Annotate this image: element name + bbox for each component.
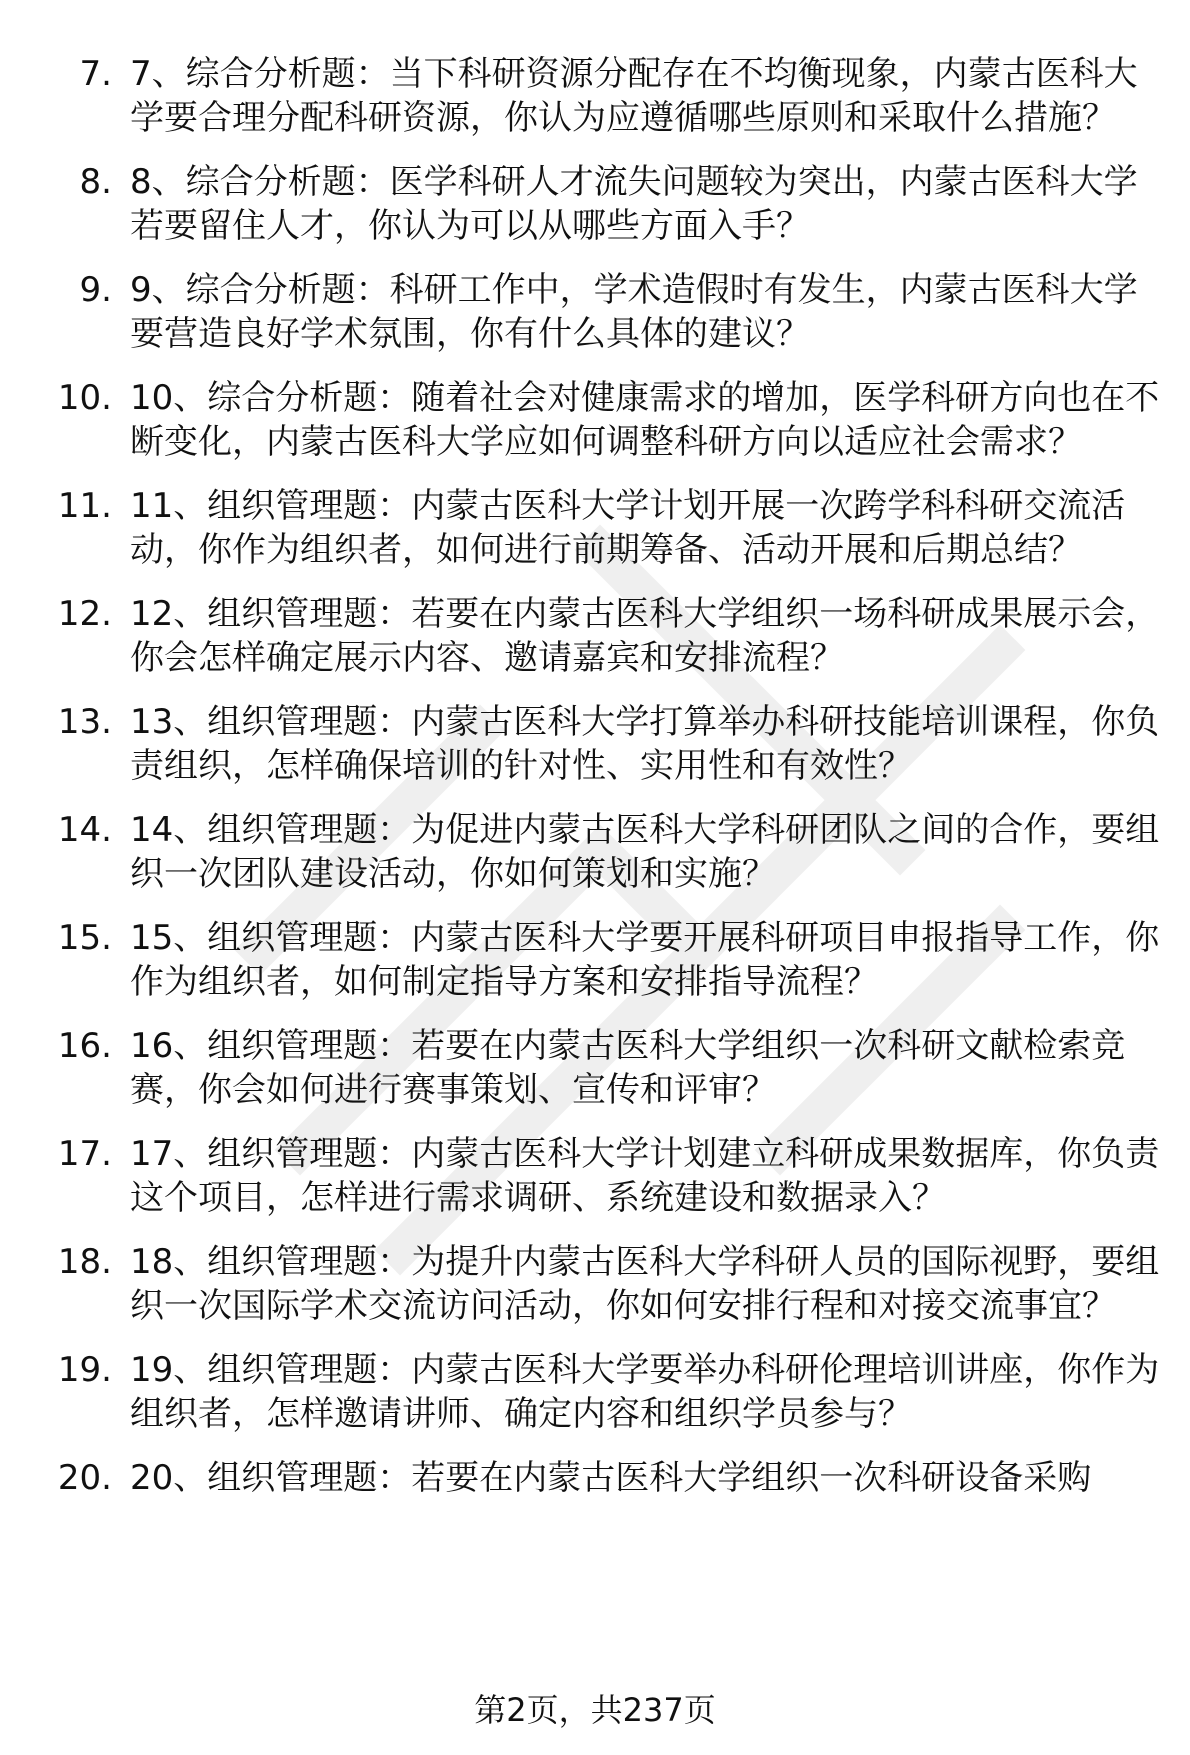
question-text: 19、组织管理题：内蒙古医科大学要举办科研伦理培训讲座，你作为组织者，怎样邀请讲师、确定内容和组织学员参与？ — [130, 1350, 1160, 1434]
question-text: 18、组织管理题：为提升内蒙古医科大学科研人员的国际视野，要组织一次国际学术交流访问活动，你如何安排行程和对接交流事宜？ — [130, 1242, 1160, 1326]
question-list — [0, 52, 1190, 1520]
question-item-18 — [0, 1240, 1190, 1328]
question-text: 14、组织管理题：为促进内蒙古医科大学科研团队之间的合作，要组织一次团队建设活动，你如何策划和实施？ — [130, 810, 1160, 894]
question-number: 10. — [57, 378, 112, 418]
question-item-11 — [0, 484, 1190, 572]
question-item-8 — [0, 160, 1190, 248]
question-number: 8. — [79, 162, 112, 202]
question-item-14 — [0, 808, 1190, 896]
question-item-13 — [0, 700, 1190, 788]
question-number: 13. — [57, 702, 112, 742]
question-number: 17. — [57, 1134, 112, 1174]
question-item-16 — [0, 1024, 1190, 1112]
question-text: 17、组织管理题：内蒙古医科大学计划建立科研成果数据库，你负责这个项目，怎样进行需求调研、系统建设和数据录入？ — [130, 1134, 1160, 1218]
question-number: 9. — [79, 270, 112, 310]
question-text: 8、综合分析题：医学科研人才流失问题较为突出，内蒙古医科大学若要留住人才，你认为可以从哪些方面入手？ — [130, 162, 1138, 246]
question-text: 12、组织管理题：若要在内蒙古医科大学组织一场科研成果展示会，你会怎样确定展示内容、邀请嘉宾和安排流程？ — [130, 594, 1160, 678]
question-item-19 — [0, 1348, 1190, 1436]
question-text: 13、组织管理题：内蒙古医科大学打算举办科研技能培训课程，你负责组织，怎样确保培训的针对性、实用性和有效性？ — [130, 702, 1160, 786]
question-number: 7. — [79, 54, 112, 94]
question-text: 10、综合分析题：随着社会对健康需求的增加，医学科研方向也在不断变化，内蒙古医科大学应如何调整科研方向以适应社会需求？ — [130, 378, 1160, 462]
page-footer: 第2页，共237页 — [474, 1691, 716, 1729]
question-text: 7、综合分析题：当下科研资源分配存在不均衡现象，内蒙古医科大学要合理分配科研资源，你认为应遵循哪些原则和采取什么措施？ — [130, 54, 1138, 138]
question-number: 14. — [57, 810, 112, 850]
question-text: 11、组织管理题：内蒙古医科大学计划开展一次跨学科科研交流活动，你作为组织者，如何进行前期筹备、活动开展和后期总结？ — [130, 486, 1126, 570]
question-item-20 — [0, 1456, 1190, 1500]
question-item-12 — [0, 592, 1190, 680]
question-number: 20. — [57, 1458, 112, 1498]
question-text: 20、组织管理题：若要在内蒙古医科大学组织一次科研设备采购 — [130, 1458, 1092, 1498]
question-number: 18. — [57, 1242, 112, 1282]
question-item-17 — [0, 1132, 1190, 1220]
question-text: 16、组织管理题：若要在内蒙古医科大学组织一次科研文献检索竞赛，你会如何进行赛事策划、宣传和评审？ — [130, 1026, 1126, 1110]
question-item-10 — [0, 376, 1190, 464]
question-number: 11. — [57, 486, 112, 526]
question-number: 15. — [57, 918, 112, 958]
question-item-15 — [0, 916, 1190, 1004]
question-number: 12. — [57, 594, 112, 634]
question-text: 9、综合分析题：科研工作中，学术造假时有发生，内蒙古医科大学要营造良好学术氛围，你有什么具体的建议？ — [130, 270, 1138, 354]
question-item-7 — [0, 52, 1190, 140]
question-number: 16. — [57, 1026, 112, 1066]
question-item-9 — [0, 268, 1190, 356]
question-text: 15、组织管理题：内蒙古医科大学要开展科研项目申报指导工作，你作为组织者，如何制定指导方案和安排指导流程？ — [130, 918, 1160, 1002]
question-number: 19. — [57, 1350, 112, 1390]
